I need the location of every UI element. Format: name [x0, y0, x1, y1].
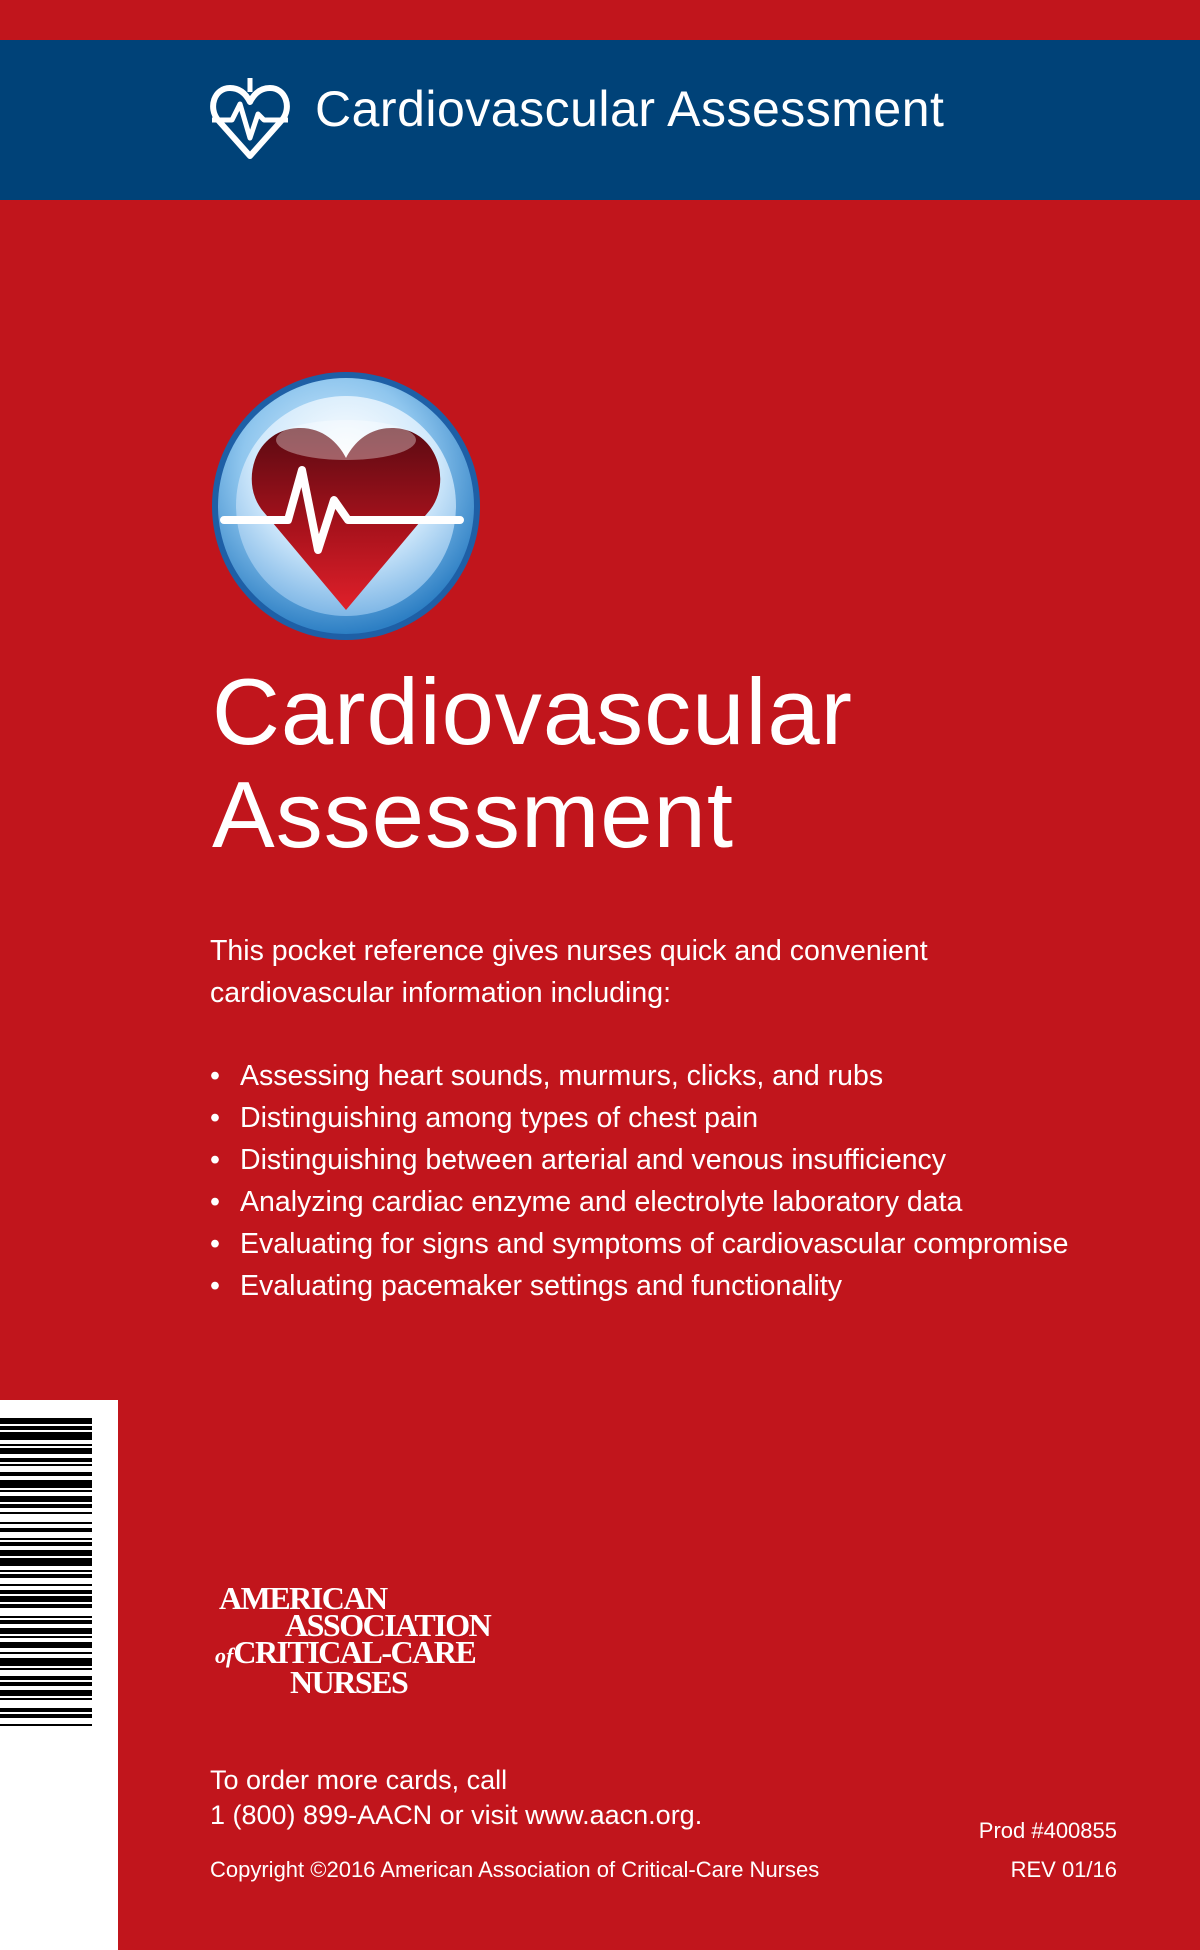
order-info	[210, 1763, 702, 1833]
barcode-bar	[0, 1448, 92, 1454]
barcode-bar	[0, 1480, 92, 1488]
barcode-bar	[0, 1590, 92, 1594]
barcode-bar	[0, 1490, 92, 1492]
barcode-bar	[0, 1628, 92, 1634]
intro-text: This pocket reference gives nurses quick and convenient cardiovascular information including:	[210, 935, 928, 1009]
barcode-bar	[0, 1522, 92, 1524]
list-item: • Evaluating for signs and symptoms of cardiovascular compromise	[210, 1223, 1170, 1265]
revision: REV 01/16	[1010, 1857, 1117, 1882]
barcode-bar	[0, 1682, 92, 1686]
main-title-line2: Assessment	[212, 762, 734, 867]
barcode-bar	[0, 1642, 92, 1648]
topic-list	[210, 1055, 1170, 1307]
barcode-bar	[0, 1504, 92, 1508]
barcode-bar	[0, 1542, 92, 1546]
barcode-bar	[0, 1558, 92, 1566]
barcode-bar	[0, 1724, 92, 1726]
barcode-bar	[0, 1432, 92, 1440]
barcode-bar	[0, 1426, 92, 1430]
logo-line1: AMERICAN	[219, 1580, 387, 1616]
barcode-bar	[0, 1444, 92, 1446]
barcode-bar	[0, 1496, 92, 1502]
barcode-bar	[0, 1616, 92, 1618]
barcode-bar	[0, 1574, 92, 1578]
header-title: Cardiovascular Assessment	[315, 81, 945, 137]
barcode-bar	[0, 1636, 92, 1638]
barcode-bar	[0, 1584, 92, 1586]
main-title-line1: Cardiovascular	[212, 659, 853, 764]
barcode-bar	[0, 1690, 92, 1696]
order-line1: To order more cards, call	[210, 1765, 508, 1795]
barcode-bar	[0, 1550, 92, 1556]
logo-line3-text: CRITICAL-CARE	[233, 1634, 476, 1670]
list-item: • Evaluating pacemaker settings and functionality	[210, 1265, 1170, 1307]
logo-line4: NURSES	[290, 1664, 408, 1700]
list-item: • Distinguishing between arterial and venous insufficiency	[210, 1139, 1170, 1181]
barcode-bar	[0, 1596, 92, 1602]
logo-of: of	[215, 1643, 234, 1668]
heart-pulse-badge-icon	[210, 370, 482, 642]
list-item: • Assessing heart sounds, murmurs, clicks, and rubs	[210, 1055, 1170, 1097]
barcode-bar	[0, 1604, 92, 1608]
barcode-bar	[0, 1512, 92, 1514]
heart-ecg-icon	[210, 76, 290, 162]
barcode-bar	[0, 1714, 92, 1718]
barcode-bar	[0, 1668, 92, 1670]
barcode-bar	[0, 1538, 92, 1540]
list-item: • Analyzing cardiac enzyme and electrolyte laboratory data	[210, 1181, 1170, 1223]
product-number: Prod #400855	[978, 1818, 1117, 1843]
barcode-bar	[0, 1464, 92, 1466]
barcode-bar	[0, 1458, 92, 1462]
barcode-bar	[0, 1676, 92, 1680]
order-line2: 1 (800) 899-AACN or visit www.aacn.org.	[210, 1800, 703, 1830]
barcode-bar	[0, 1658, 92, 1666]
copyright: Copyright ©2016 American Association of Critical-Care Nurses	[210, 1857, 820, 1882]
list-item: • Distinguishing among types of chest pain	[210, 1097, 1170, 1139]
main-title	[212, 660, 853, 866]
aacn-logo	[215, 1580, 515, 1700]
barcode-bar	[0, 1418, 92, 1424]
logo-line2: ASSOCIATION	[285, 1607, 491, 1643]
barcode-bar	[0, 1620, 92, 1624]
barcode-bar	[0, 1472, 92, 1476]
barcode-bar	[0, 1652, 92, 1654]
barcode-bar	[0, 1528, 92, 1532]
barcode-bar	[0, 1708, 92, 1712]
barcode	[0, 1400, 118, 1950]
barcode-bar	[0, 1698, 92, 1700]
barcode-bar	[0, 1570, 92, 1572]
